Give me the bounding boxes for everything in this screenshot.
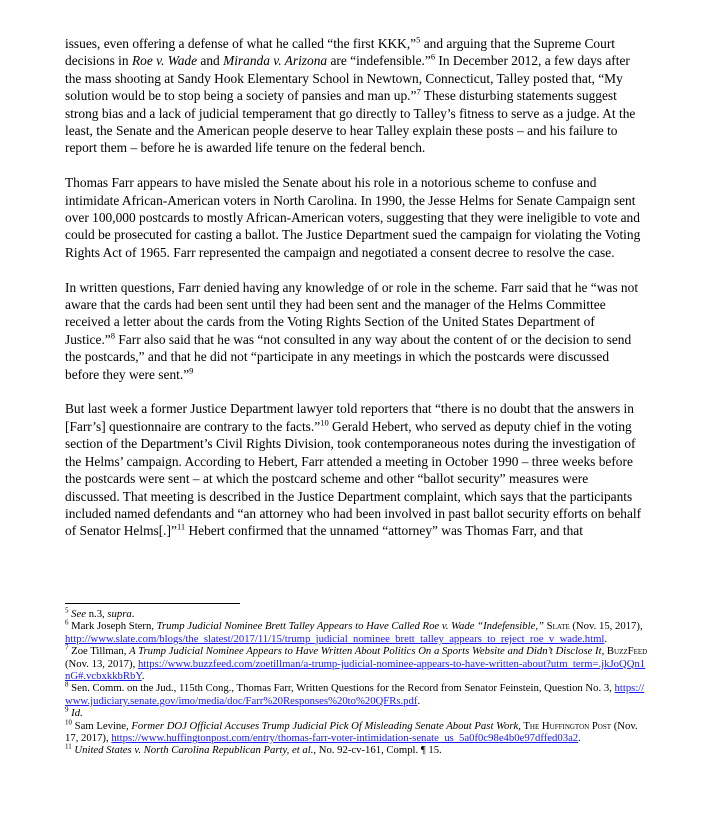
paragraph-farr-scheme: Thomas Farr appears to have misled the Senate about his role in a notorious scheme to confuse and intimidate African-American voters in North Carolina. In 1990, the Jesse Helms for Senate Campaign sent over 100,000 postcards to mostly African-American voters, suggesting that they were ineligible to vote and could be prosecuted for casting a ballot. The Justice Department sued the campaign for violating the Voting Rights Act of 1965. Farr represented the campaign and negotiated a consent decree to resolve the case. bbox=[65, 175, 641, 260]
footnote-10-link[interactable]: https://www.huffingtonpost.com/entry/thomas-farr-voter-intimidation-senate_us_5a0f0c98e4b0e97dffed03a2 bbox=[111, 732, 579, 745]
footnote-7: $^7$ Zoe Tillman, A Trump Judicial Nominee Appears to Have Written About Politics On a Sports Website and Didn’t Disclose It, BuzzFeed (Nov. 13, 2017), https://www.buzzfeed.com/zoetillman/a-trump-judicial-nominee-appears-to-have-written-about?utm_term=.jkJoQQn1nG#.vcbxkkbRbY. bbox=[65, 643, 648, 683]
footnotes bbox=[65, 608, 650, 757]
footnote-10: $^{10}$ Sam Levine, Former DOJ Official Accuses Trump Judicial Pick Of Misleading Senate About Past Work, The Huffington Post (Nov. 17, 2017), https://www.huffingtonpost.com/entry/thomas-farr-voter-intimidation-senate_us_5a0f0c98e4b0e97dffed03a2. bbox=[65, 718, 638, 745]
footnote-ref-5[interactable]: 5 bbox=[416, 34, 421, 45]
footnote-ref-8[interactable]: 8 bbox=[110, 330, 115, 341]
footnote-ref-11[interactable]: 11 bbox=[176, 521, 186, 532]
case-roe: Roe v. Wade bbox=[131, 53, 198, 69]
footnote-11: $^{11}$ United States v. North Carolina Republican Party, et al., No. 92-cv-161, Compl. ¶ 15. bbox=[65, 742, 442, 757]
footnote-7-link[interactable]: https://www.buzzfeed.com/zoetillman/a-trump-judicial-nominee-appears-to-have-written-about?utm_term=.jkJoQQn1nG#.vcbxkkbRbY bbox=[65, 657, 646, 683]
footnote-6: $^6$ Mark Joseph Stern, Trump Judicial Nominee Brett Talley Appears to Have Called Roe v. Wade “Indefensible,” Slate (Nov. 15, 2017), http://www.slate.com/blogs/the_slatest/2017/11/15/trump_judicial_nominee_brett_talley_appears_to_reject_roe_v_wade.html. bbox=[65, 618, 643, 645]
footnote-6-link[interactable]: http://www.slate.com/blogs/the_slatest/2017/11/15/trump_judicial_nominee_brett_talley_appears_to_reject_roe_v_wade.html bbox=[65, 632, 605, 645]
paragraph-hebert: But last week a former Justice Department lawyer told reporters that “there is no doubt that the answers in [Farr’s] questionnaire are contrary to the facts.”$^{10}$ Gerald Hebert, who served as deputy chief in the voting section of the Department’s Civil Rights Division, took contemporaneous notes during the investigation of the Helms’ campaign. According to Hebert, Farr attended a meeting in October 1990 – three weeks before the postcards were sent – at which the postcard scheme and other “ballot security” measures were discussed. That meeting is described in the Justice Department complaint, which says that the participants included named defendants and “an attorney who had been involved in past ballot security efforts on behalf of Senator Helms[.]”$^{11}$ Hebert confirmed that the unnamed “attorney” was Thomas Farr, and that bbox=[65, 401, 642, 539]
paragraph-talley: issues, even offering a defense of what he called “the first KKK,”$^5$ and arguing that the Supreme Court decisions in Roe v. Wade and Miranda v. Arizona are “indefensible.”$^6$ In December 2012, a few days after the mass shooting at Sandy Hook Elementary School in Newtown, Connecticut, Talley posted that, “My solution would be to stop being a society of pansies and man up.”$^7$ These disturbing statements suggest strong bias and a lack of judicial temperament that go directly to Talley’s fitness to serve as a judge. At the least, the Senate and the American people deserve to hear Talley explain these posts – and his failure to report them – before he is awarded life tenure on the federal bench. bbox=[65, 34, 636, 156]
paragraph-farr-questions: In written questions, Farr denied having any knowledge of or role in the scheme. Farr said that he “was not aware that the cards had been sent until they had been sent and the manager of the Helms Committee received a letter about the cards from the Voting Rights Section of the United States Department of Justice.”$^8$ Farr also said that he was “not consulted in any way about the content of or the decision to send the postcards,” and that he did not “participate in any meetings in which the postcards were discussed before they were sent.”$^9$ bbox=[65, 279, 639, 382]
footnote-ref-7[interactable]: 7 bbox=[416, 86, 421, 97]
footnote-8-link[interactable]: https://www.judiciary.senate.gov/imo/media/doc/Farr%20Responses%20to%20QFRs.pdf bbox=[65, 682, 645, 707]
document-body bbox=[65, 35, 645, 557]
footnote-ref-10[interactable]: 10 bbox=[320, 417, 329, 428]
footnote-ref-6[interactable]: 6 bbox=[430, 51, 436, 62]
case-miranda: Miranda v. Arizona bbox=[223, 53, 328, 69]
footnote-5: $^5$ See n.3, supra. bbox=[65, 606, 135, 620]
footnote-8: $^8$ Sen. Comm. on the Jud., 115th Cong., Thomas Farr, Written Questions for the Record from Senator Feinstein, Question No. 3, https://www.judiciary.senate.gov/imo/media/doc/Farr%20Responses%20to%20QFRs.pdf. bbox=[65, 680, 645, 707]
footnote-9: $^9$ Id. bbox=[65, 705, 83, 720]
footnote-ref-9[interactable]: 9 bbox=[189, 365, 194, 376]
footnote-divider bbox=[65, 603, 240, 604]
